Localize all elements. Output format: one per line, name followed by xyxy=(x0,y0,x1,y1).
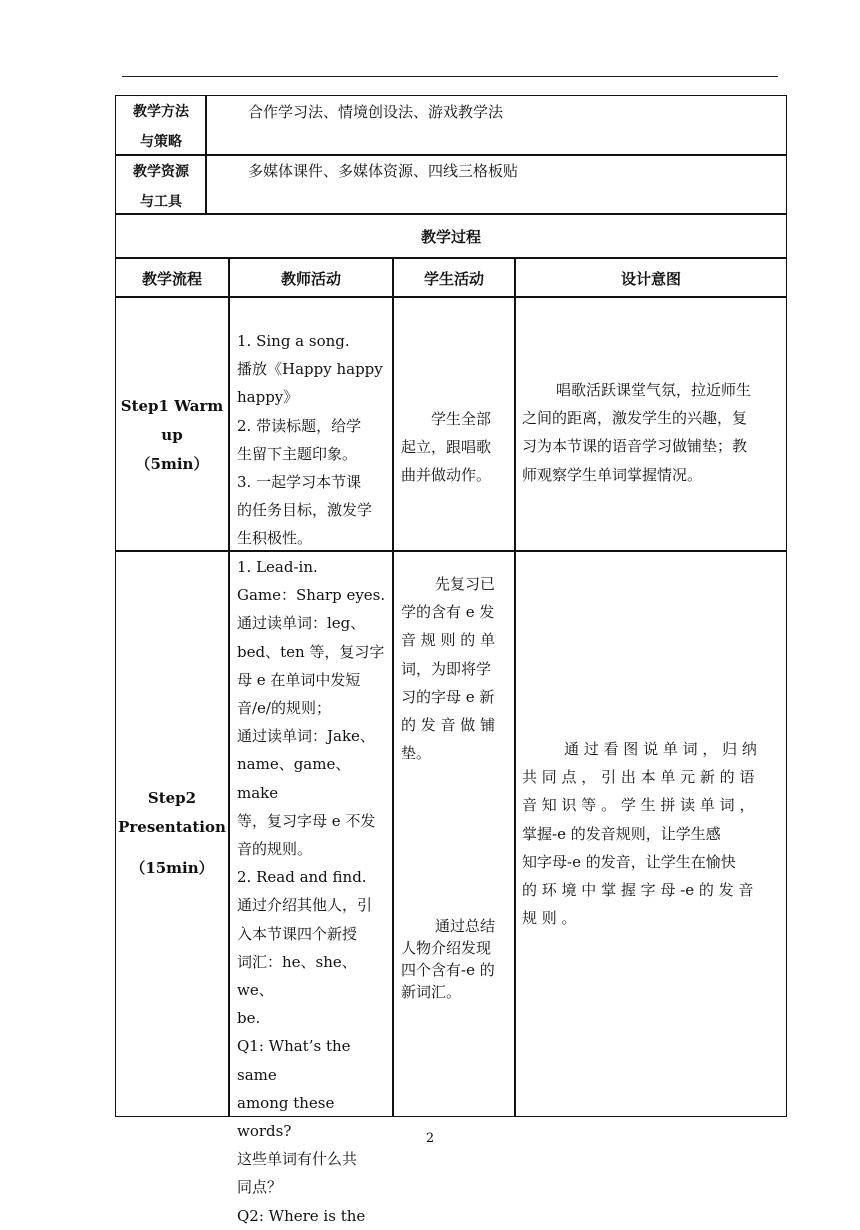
step2-stage: Step2 Presentation （15min） xyxy=(118,789,226,877)
step2-student-summary: 通过总结 人物介绍发现 四个含有-e 的 新词汇。 xyxy=(401,917,496,1001)
header-flow: 教学流程 xyxy=(141,270,202,288)
process-title: 教学过程 xyxy=(420,228,481,246)
method-value: 合作学习法、情境创设法、游戏教学法 xyxy=(248,103,504,121)
page-number: 2 xyxy=(425,1131,435,1146)
header-teacher: 教师活动 xyxy=(280,270,341,288)
step2-student-review: 先复习已 学的含有 e 发 音 规 则 的 单 词，为即将学 习的字母 e 新 的 发 音 做 铺 垫。 xyxy=(401,575,496,763)
resource-value: 多媒体课件、多媒体资源、四线三格板贴 xyxy=(248,162,519,180)
step2-teacher: 1. Lead-in. Game：Sharp eyes. 通过读单词：leg、 bed、ten 等，复习字 母 e 在单词中发短 音/e/的规则； 通过读单词：Jake、 name、game、make 等，复习字母 e 不发 音的规则。 2. Read and find. 通过介绍其他人，引 入本节课四个新授 词汇：he、she、we、 be. Q1: What’s the same among these words? 这些单词有什么共 同点？ Q2: Where is the xyxy=(237,558,386,1225)
method-label: 教学方法 与策略 xyxy=(133,104,189,150)
step2-intent: 通 过 看 图 说 单 词 ， 归 纳 共 同 点 ， 引 出 本 单 元 新 的 语 音 知 识 等 。 学 生 拼 读 单 词 ， 掌握-e 的发音规则，让学生感 知字母-e 的发音，让学生在愉快 的 环 境 中 掌 握 字 母 -e 的 发 音 规 则 。 xyxy=(522,740,757,928)
header-student: 学生活动 xyxy=(423,270,484,288)
header-intent: 设计意图 xyxy=(620,270,681,288)
step1-teacher: 1. Sing a song. 播放《Happy happy happy》 2. 带读标题，给学 生留下主题印象。 3. 一起学习本节课 的任务目标，激发学 生积极性。 xyxy=(237,332,383,548)
step1-student: 学生全部 起立，跟唱歌 曲并做动作。 xyxy=(401,410,492,485)
resource-label: 教学资源 与工具 xyxy=(133,164,189,210)
header-rule xyxy=(122,76,778,77)
step1-intent: 唱歌活跃课堂气氛，拉近师生 之间的距离，激发学生的兴趣，复 习为本节课的语音学习做铺垫；教 师观察学生单词掌握情况。 xyxy=(522,381,752,484)
step1-stage: Step1 Warm up （5min） xyxy=(120,397,224,473)
